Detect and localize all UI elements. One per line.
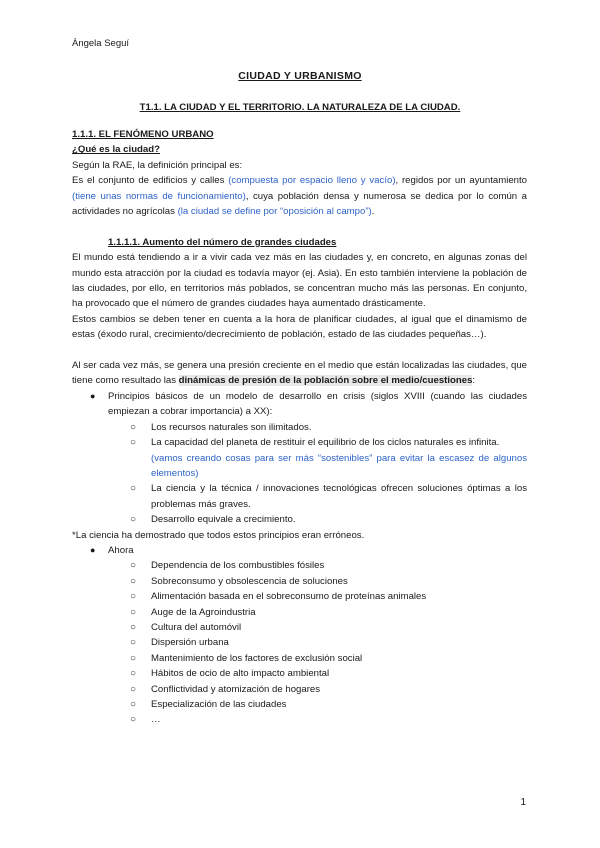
list-item: ○ Mantenimiento de los factores de exclusión social: [108, 651, 527, 666]
principle-note: (vamos creando cosas para ser más “sostenibles” para evitar la escasez de algunos elementos): [151, 452, 527, 479]
definition-paragraph: Es el conjunto de edificios y calles (compuesta por espacio lleno y vacío), regidos por un ayuntamiento (tiene unas normas de funcionamiento), cuya población densa y numerosa se dedica por lo común a actividades no agrícolas (la ciudad se define por “oposición al campo”).: [72, 175, 528, 218]
list-item: ● Ahora ○ Dependencia de los combustibles fósiles ○ Sobreconsumo y obsolescencia de soluciones ○ Alimentación basada en el sobreconsumo de proteínas animales ○ Auge de la Agroindustria ○ Cultura del automóvil ○ Dispersión urbana ○ Mantenimiento de los factores de exclusión social ○ Hábitos de ocio de alto impacto ambiental ○ Conflictividad y atomización de hogares ○ Especialización de las ciudades ○ …: [72, 543, 527, 728]
list-item: ○ Conflictividad y atomización de hogares: [108, 682, 527, 697]
document-body: [72, 127, 527, 728]
paragraph: Estos cambios se deben tener en cuenta a la hora de planificar ciudades, al igual que el dinamismo de estas (éxodo rural, crecimiento/decrecimiento de población, estado de las ciudades pequeñas…).: [72, 313, 527, 341]
circle-bullet-icon: ○: [130, 621, 137, 633]
section-question: ¿Qué es la ciudad?: [72, 144, 160, 156]
circle-bullet-icon: ○: [130, 652, 137, 664]
definition-intro: Según la RAE, la definición principal es:: [72, 159, 243, 171]
now-sublist: [108, 558, 527, 727]
definition-note: (tiene unas normas de funcionamiento): [72, 190, 246, 202]
list-item: ○ Desarrollo equivale a crecimiento.: [108, 512, 527, 527]
circle-bullet-icon: ○: [130, 637, 137, 649]
footnote: *La ciencia ha demostrado que todos estos principios eran erróneos.: [72, 529, 365, 541]
highlighted-text: dinámicas de presión de la población sobre el medio/cuestiones: [178, 375, 473, 387]
list-item: ○ Dispersión urbana: [108, 635, 527, 650]
now-list: [72, 543, 527, 728]
circle-bullet-icon: ○: [130, 683, 137, 695]
author-name: Àngela Seguí: [72, 38, 130, 49]
circle-bullet-icon: ○: [130, 421, 137, 433]
subsection-heading: 1.1.1.1. Aumento del número de grandes ciudades: [108, 236, 337, 248]
bullet-icon: ●: [90, 544, 96, 555]
list-item: ○ Sobreconsumo y obsolescencia de soluciones: [108, 574, 527, 589]
circle-bullet-icon: ○: [130, 591, 137, 603]
list-item: ○ La capacidad del planeta de restituir el equilibrio de los ciclos naturales es infinita. (vamos creando cosas para ser más “sostenibles” para evitar la escasez de algunos elementos): [108, 435, 527, 481]
document-title: CIUDAD Y URBANISMO: [238, 70, 362, 82]
circle-bullet-icon: ○: [130, 714, 137, 726]
circle-bullet-icon: ○: [130, 668, 137, 680]
circle-bullet-icon: ○: [130, 606, 137, 618]
paragraph: Al ser cada vez más, se genera una presión creciente en el medio que están localizadas las ciudades, que tiene como resultado las dinámicas de presión de la población sobre el medio/cuestiones:: [72, 360, 527, 387]
bullet-icon: ●: [90, 390, 96, 401]
list-item: ○ Dependencia de los combustibles fósiles: [108, 558, 527, 573]
circle-bullet-icon: ○: [130, 483, 137, 495]
list-item: ● Principios básicos de un modelo de desarrollo en crisis (siglos XVIII (cuando las ciudades empiezan a cobrar importancia) a XX): ○ Los recursos naturales son ilimitados. ○ La capacidad del planeta de restituir el equilibrio de los ciclos naturales es infinita. (vamos creando cosas para ser más “sostenibles” para evitar la escasez de algunos elementos) ○ La ciencia y la técnica / innovaciones tecnológicas ofrecen soluciones óptimas a los problemas más graves. ○ Desarrollo equivale a crecimiento.: [72, 389, 527, 528]
list-item: ○ Auge de la Agroindustria: [108, 605, 527, 620]
circle-bullet-icon: ○: [130, 437, 137, 449]
list-item: ○ …: [108, 712, 527, 727]
paragraph: El mundo está tendiendo a ir a vivir cada vez más en las ciudades y, en concreto, en algunas zonas del mundo esta atracción por la ciudad es todavía mayor (ej. Asia). En esto también interviene la población de las ciudades, por ello, en territorios más poblados, se concentran mucho más las personas. En conjunto, ha provocado que el número de grandes ciudades haya aumentado drásticamente.: [72, 252, 527, 310]
document-subtitle: T1.1. LA CIUDAD Y EL TERRITORIO. LA NATURALEZA DE LA CIUDAD.: [139, 102, 461, 113]
list-item: ○ Hábitos de ocio de alto impacto ambiental: [108, 666, 527, 681]
circle-bullet-icon: ○: [130, 575, 137, 587]
circle-bullet-icon: ○: [130, 514, 137, 526]
list-item: ○ Los recursos naturales son ilimitados.: [108, 420, 527, 435]
page-number: 1: [520, 797, 526, 808]
list-item: ○ Especialización de las ciudades: [108, 697, 527, 712]
list-item: ○ La ciencia y la técnica / innovaciones tecnológicas ofrecen soluciones óptimas a los problemas más graves.: [130, 483, 527, 510]
list-item: ○ Cultura del automóvil: [108, 620, 527, 635]
circle-bullet-icon: ○: [130, 560, 137, 572]
section-heading: 1.1.1. EL FENÓMENO URBANO: [72, 129, 214, 140]
circle-bullet-icon: ○: [130, 699, 137, 710]
definition-note: (la ciudad se define por “oposición al campo”): [177, 206, 372, 218]
principles-sublist: [108, 420, 527, 528]
list-item: ○ Alimentación basada en el sobreconsumo de proteínas animales: [108, 589, 527, 604]
definition-note: (compuesta por espacio lleno y vacío): [228, 175, 396, 187]
principles-list: [72, 389, 527, 528]
